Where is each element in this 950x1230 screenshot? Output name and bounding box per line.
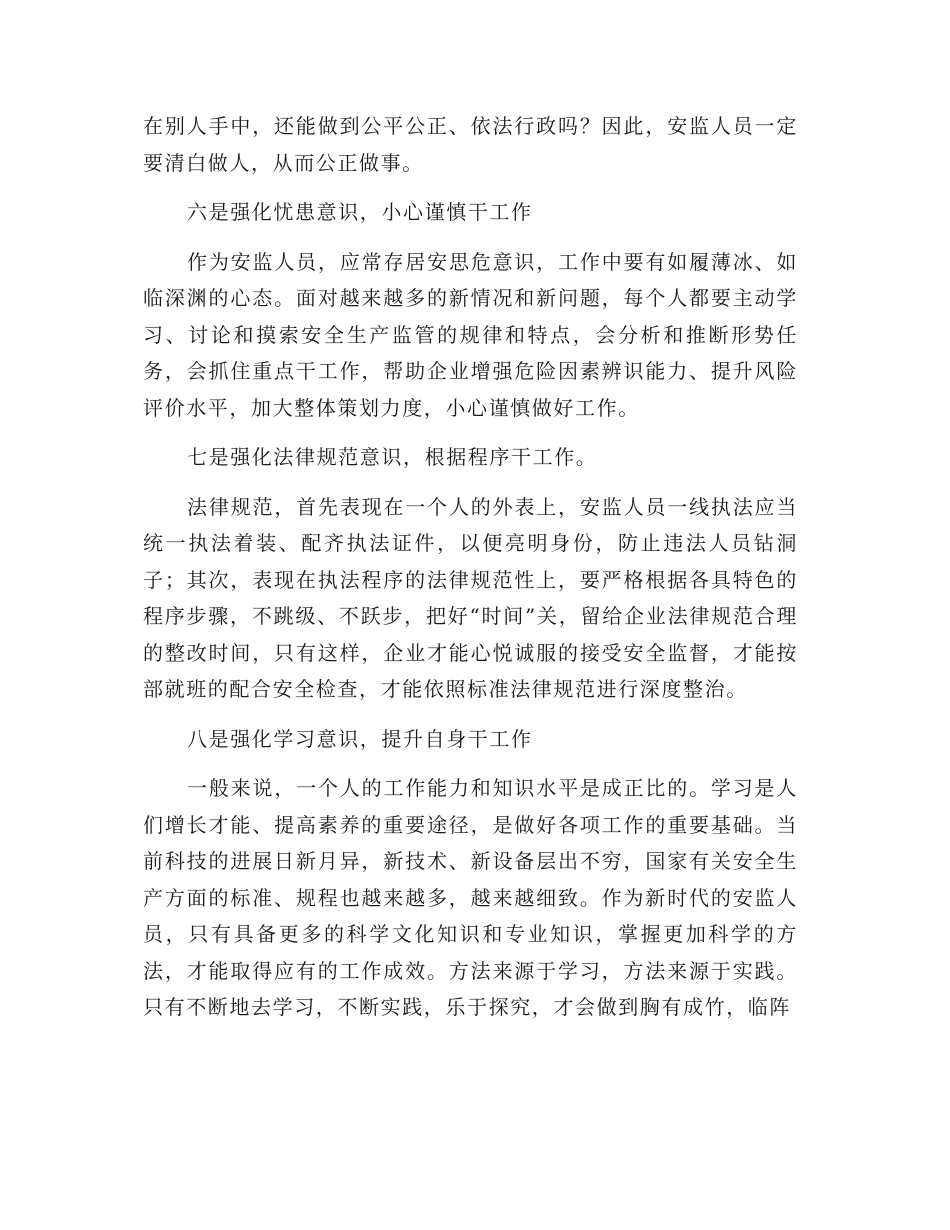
section-heading-seven: 七是强化法律规范意识，根据程序干工作。 (187, 445, 598, 469)
paragraph-continued: 在别人手中，还能做到公平公正、依法行政吗？因此，安监人员一定要清白做人，从而公正做事。 (143, 114, 798, 175)
paragraph-legal-norms: 法律规范，首先表现在一个人的外表上，安监人员一线执法应当统一执法着装、配齐执法证件，以便亮明身份，防止违法人员钻洞子；其次，表现在执法程序的法律规范性上，要严格根据各具特色的程序步骤，不跳级、不跃步，把好“时间”关，留给企业法律规范合理的整改时间，只有这样，企业才能心悦诚服的接受安全监督，才能按部就班的配合安全检查，才能依照标准法律规范进行深度整治。 (143, 494, 798, 701)
paragraph-learning-awareness: 一般来说，一个人的工作能力和知识水平是成正比的。学习是人们增长才能、提高素养的重要途径，是做好各项工作的重要基础。当前科技的进展日新月异，新技术、新设备层出不穷，国家有关安全生产方面的标准、规程也越来越多，越来越细致。作为新时代的安监人员，只有具备更多的科学文化知识和专业知识，掌握更加科学的方法，才能取得应有的工作成效。方法来源于学习，方法来源于实践。只有不断地去学习，不断实践，乐于探究，才会做到胸有成竹，临阵 (143, 776, 798, 1019)
section-heading-six: 六是强化忧患意识，小心谨慎干工作 (187, 200, 533, 224)
document-body (143, 108, 798, 1026)
paragraph-worry-awareness: 作为安监人员，应常存居安思危意识，工作中要有如履薄冰、如临深渊的心态。面对越来越多的新情况和新问题，每个人都要主动学习、讨论和摸索安全生产监管的规律和特点，会分析和推断形势任务，会抓住重点干工作，帮助企业增强危险因素辨识能力、提升风险评价水平，加大整体策划力度，小心谨慎做好工作。 (143, 249, 798, 420)
section-heading-eight: 八是强化学习意识，提升自身干工作 (187, 726, 533, 751)
